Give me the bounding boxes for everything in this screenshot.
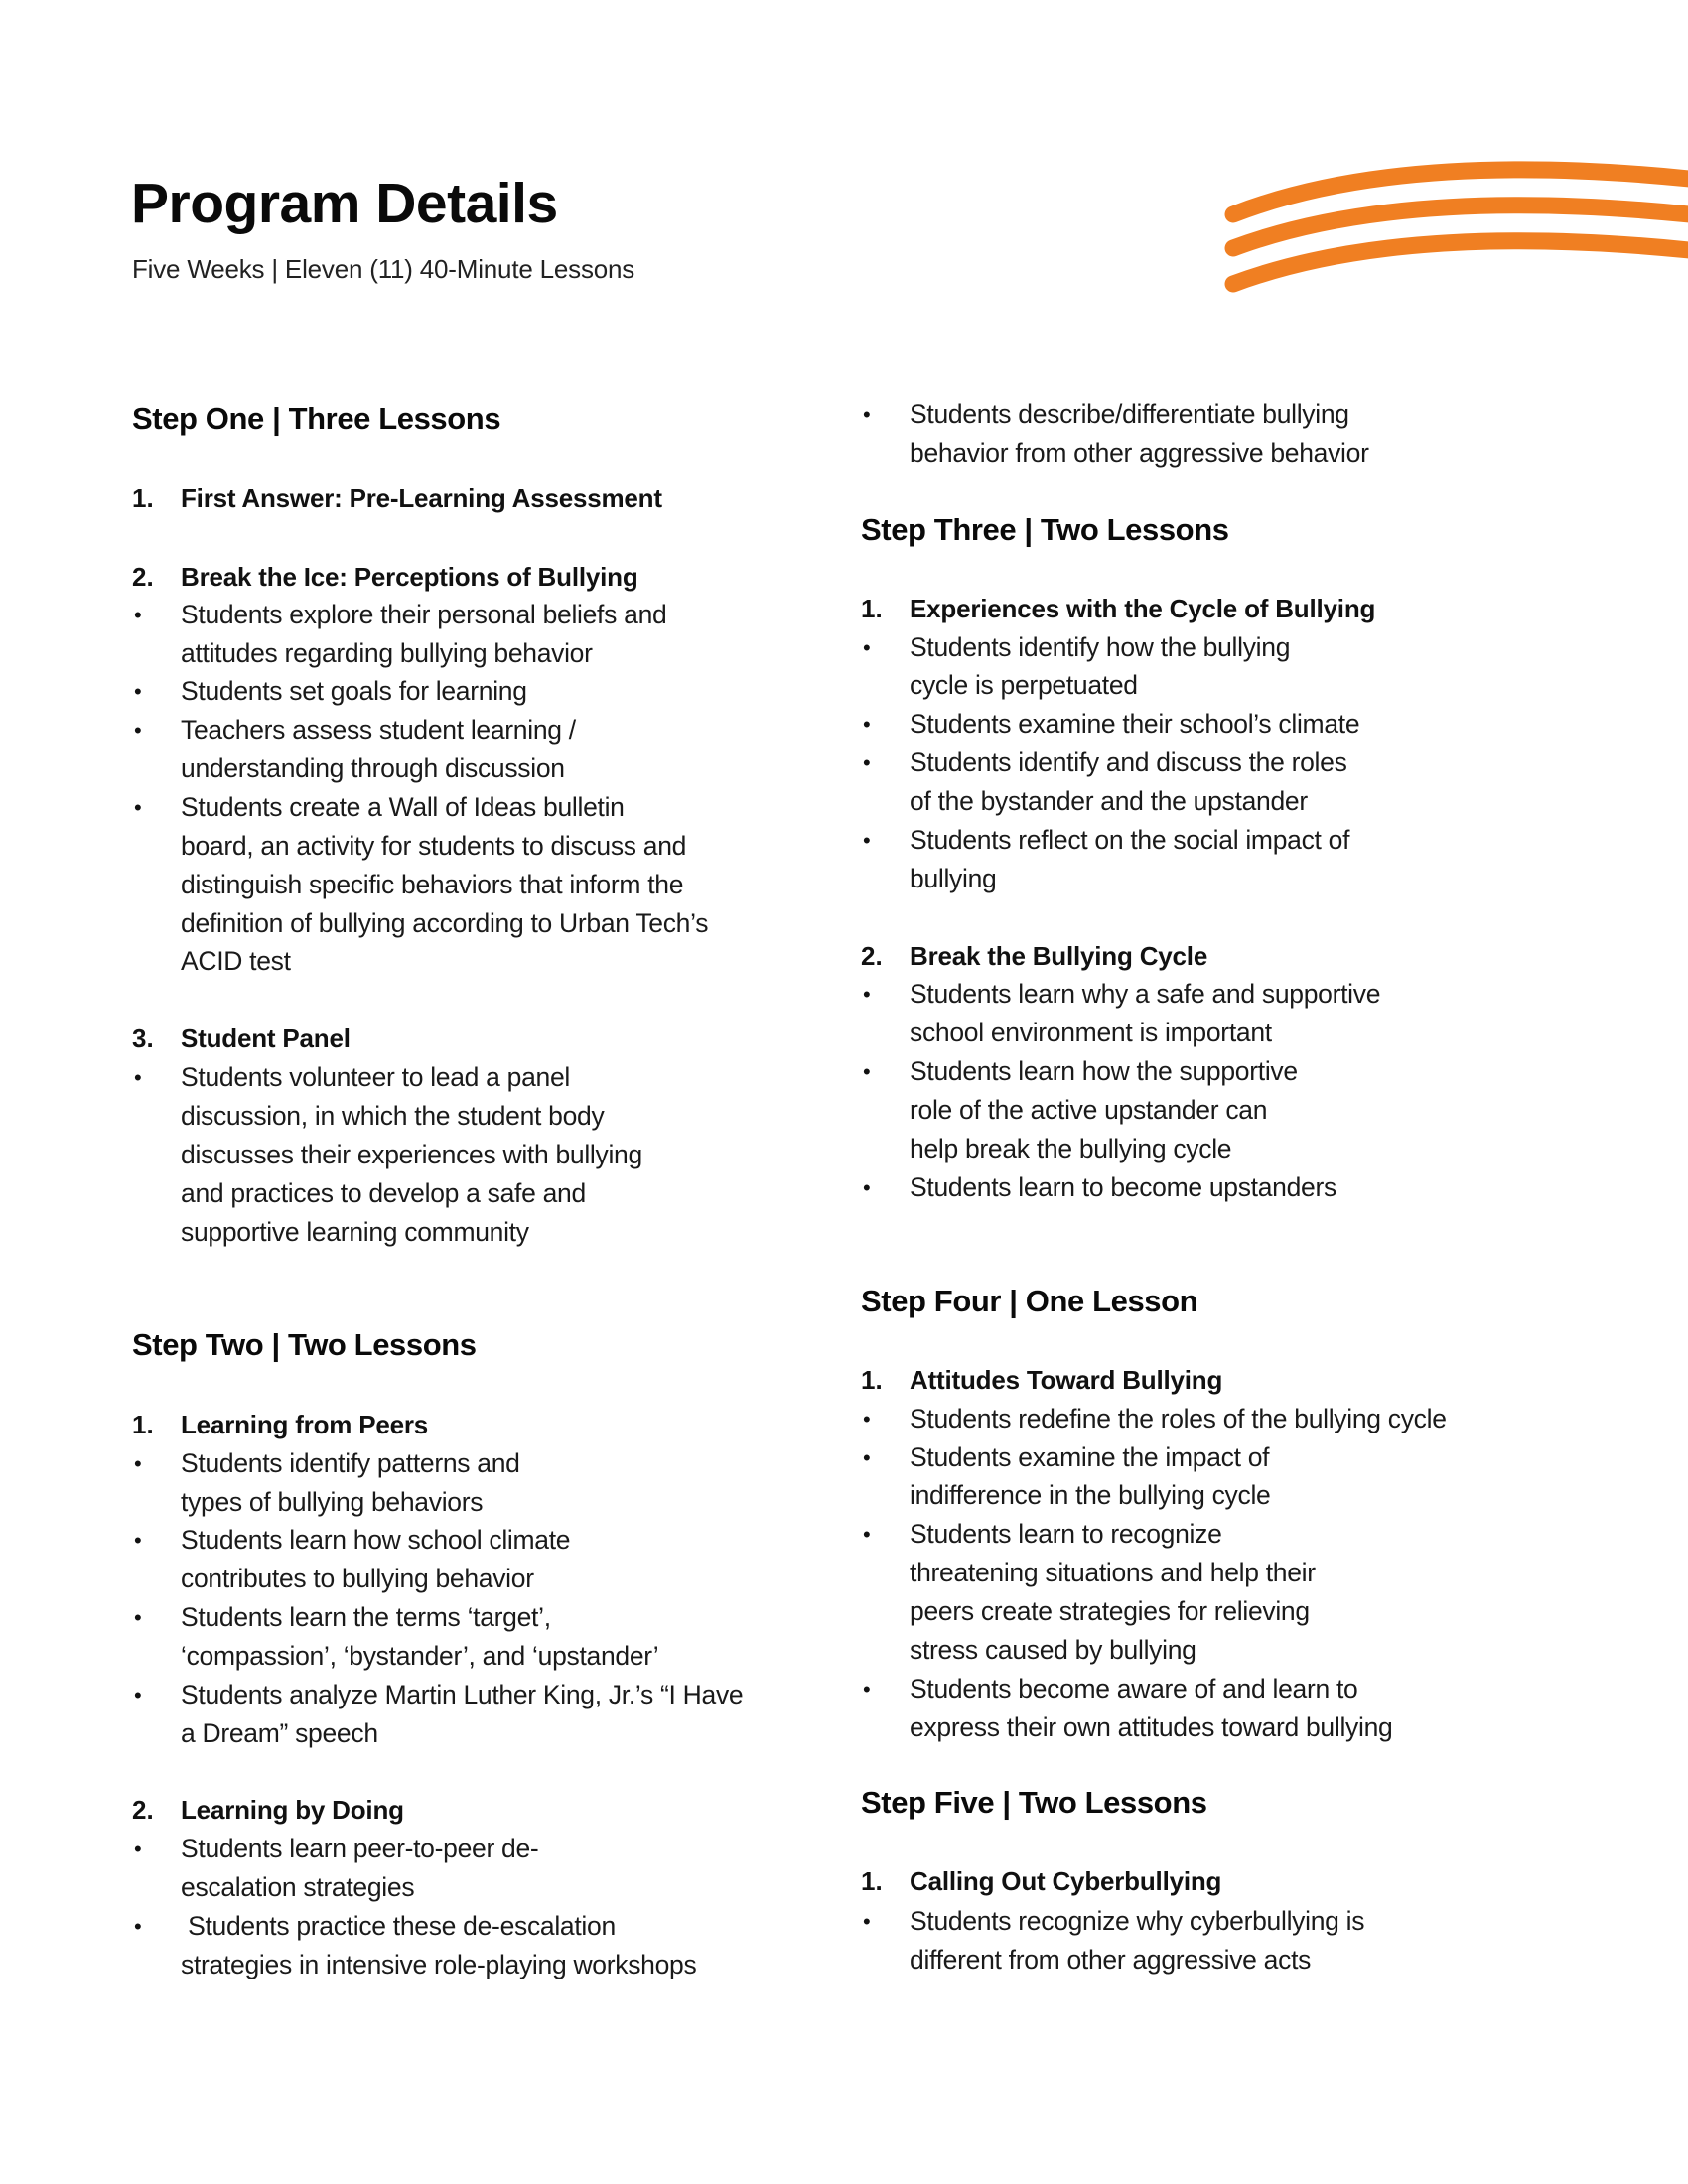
bullet-icon: •: [134, 795, 142, 820]
list-item-text: Students create a Wall of Ideas bulletin: [181, 792, 625, 822]
list-item-text: school environment is important: [910, 1018, 1272, 1047]
bullet-icon: •: [134, 679, 142, 704]
lesson-number: 3.: [132, 1024, 154, 1053]
list-item-text: Students identify how the bullying: [910, 632, 1291, 662]
lesson-title-text: Break the Bullying Cycle: [910, 941, 1208, 971]
lesson-number: 1.: [132, 1410, 154, 1439]
list-item-text: types of bullying behaviors: [181, 1487, 484, 1517]
bullet-icon: •: [134, 718, 142, 743]
step-one-heading: Step One | Three Lessons: [132, 401, 501, 436]
lesson-number: 1.: [861, 1365, 883, 1395]
list-item-text: board, an activity for students to discuss and: [181, 831, 687, 861]
list-item-text: supportive learning community: [181, 1217, 529, 1247]
list-item-text: discusses their experiences with bullying: [181, 1140, 642, 1169]
list-item-text: Students learn how school climate: [181, 1525, 571, 1555]
list-item-text: Students examine the impact of: [910, 1442, 1270, 1472]
bullet-icon: •: [863, 1909, 871, 1934]
list-item-text: Teachers assess student learning /: [181, 715, 576, 745]
step-four-heading: Step Four | One Lesson: [861, 1284, 1198, 1318]
bullet-icon: •: [863, 1445, 871, 1470]
list-item-text: express their own attitudes toward bullying: [910, 1712, 1393, 1742]
bullet-icon: •: [863, 751, 871, 775]
lesson-number: 1.: [861, 594, 883, 623]
bullet-icon: •: [863, 1059, 871, 1084]
lesson-title-text: Attitudes Toward Bullying: [910, 1365, 1223, 1395]
list-item-text: bullying: [910, 864, 997, 893]
list-item-text: Students recognize why cyberbullying is: [910, 1906, 1365, 1936]
page-subtitle: Five Weeks | Eleven (11) 40-Minute Lessons: [132, 254, 635, 284]
step-three-heading: Step Three | Two Lessons: [861, 512, 1229, 547]
lesson-number: 1.: [132, 483, 154, 513]
list-item-text: role of the active upstander can: [910, 1095, 1268, 1125]
list-item-text: Students learn to become upstanders: [910, 1172, 1336, 1202]
list-item-text: Students explore their personal beliefs and: [181, 600, 667, 629]
bullet-icon: •: [134, 603, 142, 627]
lesson-number: 2.: [132, 1795, 154, 1825]
orange-swoosh-decoration-icon: [1211, 149, 1688, 308]
list-item-text: Students learn why a safe and supportive: [910, 979, 1381, 1009]
list-item-text: Students identify and discuss the roles: [910, 748, 1347, 777]
bullet-icon: •: [863, 828, 871, 853]
list-item-text: strategies in intensive role-playing workshops: [181, 1950, 697, 1979]
lesson-title-text: Calling Out Cyberbullying: [910, 1866, 1222, 1896]
list-item-text: different from other aggressive acts: [910, 1945, 1312, 1975]
lesson-number: 2.: [861, 941, 883, 971]
step-two-heading: Step Two | Two Lessons: [132, 1327, 477, 1362]
lesson-title-text: First Answer: Pre-Learning Assessment: [181, 483, 662, 513]
bullet-icon: •: [863, 712, 871, 737]
list-item-text: distinguish specific behaviors that inform the: [181, 870, 684, 899]
list-item-text: of the bystander and the upstander: [910, 786, 1308, 816]
list-item-text: discussion, in which the student body: [181, 1101, 605, 1131]
bullet-icon: •: [863, 1522, 871, 1547]
list-item-text: cycle is perpetuated: [910, 670, 1138, 700]
page-title: Program Details: [131, 172, 558, 235]
bullet-icon: •: [863, 402, 871, 427]
list-item-text: ‘compassion’, ‘bystander’, and ‘upstander’: [181, 1641, 659, 1671]
list-item-text: indifference in the bullying cycle: [910, 1480, 1271, 1510]
bullet-icon: •: [863, 1677, 871, 1702]
bullet-icon: •: [863, 1175, 871, 1200]
list-item-text: Students examine their school’s climate: [910, 709, 1360, 739]
list-item-text: escalation strategies: [181, 1872, 415, 1902]
list-item-text: definition of bullying according to Urban Tech’s: [181, 908, 709, 938]
list-item-text: Students learn the terms ‘target’,: [181, 1602, 551, 1632]
list-item-text: Students identify patterns and: [181, 1448, 520, 1478]
list-item-text: help break the bullying cycle: [910, 1134, 1232, 1163]
bullet-icon: •: [863, 635, 871, 660]
list-item-text: understanding through discussion: [181, 753, 565, 783]
list-item-text: threatening situations and help their: [910, 1558, 1316, 1587]
list-item-text: attitudes regarding bullying behavior: [181, 638, 593, 668]
lesson-number: 1.: [861, 1866, 883, 1896]
bullet-icon: •: [134, 1065, 142, 1090]
list-item-text: Students redefine the roles of the bullying cycle: [910, 1404, 1447, 1433]
list-item-text: Students set goals for learning: [181, 676, 527, 706]
list-item-text: Students analyze Martin Luther King, Jr.’s “I Have: [181, 1680, 744, 1709]
bullet-icon: •: [134, 1837, 142, 1861]
list-item-text: Students become aware of and learn to: [910, 1674, 1358, 1704]
bullet-icon: •: [134, 1914, 142, 1939]
list-item-text: ACID test: [181, 946, 291, 976]
bullet-icon: •: [134, 1683, 142, 1707]
lesson-title-text: Break the Ice: Perceptions of Bullying: [181, 562, 638, 592]
step-five-heading: Step Five | Two Lessons: [861, 1785, 1207, 1820]
list-item-text: Students volunteer to lead a panel: [181, 1062, 571, 1092]
lesson-number: 2.: [132, 562, 154, 592]
lesson-title-text: Learning from Peers: [181, 1410, 429, 1439]
bullet-icon: •: [134, 1605, 142, 1630]
list-item-text: a Dream” speech: [181, 1718, 378, 1748]
bullet-icon: •: [863, 1407, 871, 1432]
list-item-text: Students learn how the supportive: [910, 1056, 1298, 1086]
bullet-icon: •: [134, 1528, 142, 1553]
list-item-text: Students learn to recognize: [910, 1519, 1222, 1549]
bullet-icon: •: [134, 1451, 142, 1476]
list-item-text: Students describe/differentiate bullying: [910, 399, 1349, 429]
list-item-text: Students reflect on the social impact of: [910, 825, 1350, 855]
lesson-title-text: Experiences with the Cycle of Bullying: [910, 594, 1376, 623]
list-item-text: Students practice these de-escalation: [181, 1911, 616, 1941]
lesson-title-text: Learning by Doing: [181, 1795, 404, 1825]
list-item-text: stress caused by bullying: [910, 1635, 1196, 1665]
lesson-title-text: Student Panel: [181, 1024, 351, 1053]
bullet-icon: •: [863, 982, 871, 1007]
list-item-text: and practices to develop a safe and: [181, 1178, 586, 1208]
list-item-text: behavior from other aggressive behavior: [910, 438, 1369, 468]
list-item-text: contributes to bullying behavior: [181, 1564, 534, 1593]
list-item-text: Students learn peer-to-peer de-: [181, 1834, 539, 1863]
list-item-text: peers create strategies for relieving: [910, 1596, 1310, 1626]
